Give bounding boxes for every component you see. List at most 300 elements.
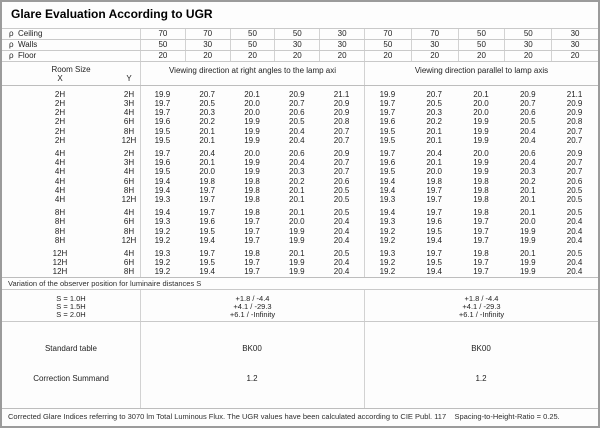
ugr-value-left: 19.4	[199, 267, 215, 277]
room-size-x: 8H	[54, 235, 66, 245]
ugr-value-left: 19.7	[199, 185, 215, 195]
ugr-value-right: 20.2	[426, 117, 442, 127]
room-size-x: 12H	[52, 267, 68, 277]
ugr-table-row	[2, 249, 598, 258]
footer-note: Corrected Glare Indices referring to 3070 lm Total Luminous Flux. The UGR values have been calculated according to CIE Publ. 117 Spacing-to-Height-Ratio = 0.25.	[8, 412, 560, 421]
s-value: +4.1 / -29.3	[462, 302, 501, 311]
column-divider	[364, 86, 365, 277]
reflectance-label: ρ Walls	[9, 40, 38, 49]
ugr-value-right: 20.6	[519, 108, 536, 118]
ugr-table-row	[2, 195, 598, 204]
room-size-y: 12H	[121, 135, 137, 145]
room-size-y: 6H	[123, 176, 135, 186]
ugr-value-right: 20.0	[473, 98, 489, 108]
ugr-value-right: 20.5	[519, 117, 536, 127]
reflectance-value: 50	[230, 29, 275, 39]
ugr-table-row	[2, 158, 598, 167]
variation-section-label: Variation of the observer position for luminaire distances S	[2, 277, 598, 290]
ugr-value-left: 19.2	[154, 235, 171, 245]
left-table-title: Viewing direction at right angles to the lamp axi	[140, 62, 364, 85]
ugr-value-left: 20.5	[333, 195, 350, 205]
ugr-table-row	[2, 136, 598, 145]
ugr-value-left: 19.2	[154, 226, 171, 236]
ugr-value-right: 20.5	[426, 98, 442, 108]
ugr-value-left: 20.5	[199, 98, 215, 108]
ugr-value-right: 20.4	[519, 158, 536, 168]
room-size-x: 12H	[52, 258, 68, 268]
ugr-value-right: 19.9	[473, 135, 489, 145]
ugr-value-right: 19.5	[379, 167, 396, 177]
ugr-value-left: 19.5	[199, 258, 215, 268]
ugr-value-left: 19.9	[289, 267, 305, 277]
ugr-value-right: 19.9	[519, 226, 536, 236]
ugr-value-right: 19.5	[379, 135, 396, 145]
s-value: +6.1 / -Infinity	[458, 310, 505, 319]
ugr-value-left: 19.8	[244, 185, 260, 195]
ugr-value-left: 19.3	[154, 195, 171, 205]
ugr-value-right: 19.4	[379, 176, 396, 186]
ugr-value-left: 20.6	[289, 148, 305, 158]
reflectance-value: 50	[140, 40, 185, 50]
xy-header	[2, 74, 140, 84]
room-size-x: 2H	[54, 126, 66, 136]
ugr-value-left: 20.7	[333, 135, 350, 145]
ugr-value-right: 19.9	[519, 258, 536, 268]
ugr-table-row	[2, 217, 598, 226]
room-size-x: 2H	[54, 117, 66, 127]
ugr-value-right: 20.6	[519, 148, 536, 158]
room-size-x: 2H	[54, 98, 66, 108]
room-size-y: 6H	[123, 117, 135, 127]
ugr-value-right: 20.2	[519, 176, 536, 186]
ugr-value-right: 19.9	[379, 89, 396, 99]
reflectance-value: 50	[458, 29, 505, 39]
ugr-table-row	[2, 127, 598, 136]
reflectance-value: 50	[230, 40, 275, 50]
ugr-value-right: 20.5	[566, 195, 583, 205]
ugr-table-row	[2, 167, 598, 176]
ugr-value-right: 19.8	[473, 185, 489, 195]
ugr-value-right: 19.2	[379, 267, 396, 277]
ugr-value-left: 19.7	[154, 98, 171, 108]
ugr-value-left: 19.6	[154, 117, 171, 127]
ugr-value-right: 20.1	[426, 158, 442, 168]
reflectance-value: 50	[458, 40, 505, 50]
ugr-value-right: 19.8	[473, 176, 489, 186]
ugr-value-right: 19.9	[473, 126, 489, 136]
ugr-value-right: 20.7	[426, 89, 442, 99]
ugr-value-left: 20.0	[289, 217, 305, 227]
reflectance-value: 20	[411, 51, 458, 61]
ugr-value-right: 19.5	[379, 126, 396, 136]
ugr-value-right: 20.5	[566, 248, 583, 258]
room-size-x: 4H	[54, 148, 66, 158]
room-size-x: 8H	[54, 217, 66, 227]
reflectance-value: 20	[274, 51, 319, 61]
ugr-value-left: 20.9	[333, 148, 350, 158]
ugr-value-left: 20.3	[199, 108, 215, 118]
ugr-value-right: 20.9	[566, 148, 583, 158]
reflectance-value: 20	[319, 51, 364, 61]
reflectance-value: 30	[274, 40, 319, 50]
ugr-value-right: 20.4	[519, 135, 536, 145]
ugr-value-right: 19.9	[473, 167, 489, 177]
ugr-value-right: 19.6	[426, 217, 442, 227]
ugr-value-left: 20.4	[333, 235, 350, 245]
ugr-value-left: 20.6	[289, 108, 305, 118]
ugr-value-left: 20.4	[333, 267, 350, 277]
ugr-value-left: 19.5	[154, 135, 171, 145]
ugr-table-row	[2, 90, 598, 99]
ugr-value-right: 20.7	[566, 126, 583, 136]
room-size-x: 4H	[54, 185, 66, 195]
room-size-x: 12H	[52, 248, 68, 258]
room-size-label: Room Size	[51, 65, 91, 74]
reflectance-value: 20	[458, 51, 505, 61]
ugr-value-left: 20.3	[289, 167, 305, 177]
ugr-value-right: 19.6	[379, 117, 396, 127]
ugr-value-right: 20.7	[566, 167, 583, 177]
ugr-value-left: 20.7	[333, 167, 350, 177]
s-value: +4.1 / -29.3	[233, 302, 272, 311]
ugr-value-right: 19.4	[426, 235, 442, 245]
room-size-y: 8H	[123, 226, 135, 236]
ugr-value-left: 20.9	[333, 108, 350, 118]
s-values-left	[140, 290, 364, 321]
ugr-value-right: 20.0	[426, 167, 442, 177]
room-size-y: 8H	[123, 185, 135, 195]
ugr-value-right: 19.9	[473, 117, 489, 127]
ugr-value-left: 19.7	[244, 235, 260, 245]
ugr-value-right: 19.7	[379, 108, 396, 118]
column-divider	[140, 86, 141, 277]
reflectance-value: 50	[504, 29, 551, 39]
room-size-y: 4H	[123, 248, 135, 258]
s-label: S = 1.5H	[56, 302, 86, 311]
ugr-value-left: 20.0	[244, 108, 260, 118]
ugr-value-right: 20.7	[519, 98, 536, 108]
ugr-value-left: 19.5	[154, 167, 171, 177]
ugr-value-left: 19.9	[244, 158, 260, 168]
ugr-table-row	[2, 177, 598, 186]
ugr-value-right: 20.3	[519, 167, 536, 177]
room-size-y: 6H	[123, 217, 135, 227]
reflectance-label: ρ Floor	[9, 51, 37, 60]
ugr-value-left: 19.7	[199, 195, 215, 205]
ugr-table-row	[2, 186, 598, 195]
ugr-value-left: 20.1	[289, 185, 305, 195]
ugr-value-left: 20.1	[289, 248, 305, 258]
ugr-value-right: 19.7	[379, 148, 396, 158]
ugr-table-row	[2, 208, 598, 217]
reflectance-value: 50	[364, 40, 411, 50]
reflectance-value: 30	[319, 29, 364, 39]
room-size-y: 6H	[123, 258, 135, 268]
room-size-x: 2H	[54, 108, 66, 118]
ugr-value-right: 19.7	[426, 248, 442, 258]
ugr-value-right: 20.7	[566, 158, 583, 168]
reflectance-value: 20	[364, 51, 411, 61]
reflectance-value: 30	[319, 40, 364, 50]
room-size-x: 8H	[54, 208, 66, 218]
ugr-value-right: 19.2	[379, 226, 396, 236]
standard-table-value-left: BK00	[242, 344, 262, 353]
ugr-value-left: 19.6	[199, 217, 215, 227]
reflectance-value: 20	[551, 51, 598, 61]
ugr-value-right: 19.7	[379, 98, 396, 108]
ugr-value-right: 20.0	[473, 148, 489, 158]
ugr-value-right: 19.7	[426, 185, 442, 195]
page-title: Glare Evaluation According to UGR	[11, 7, 213, 21]
ugr-value-right: 19.3	[379, 195, 396, 205]
s-label: S = 2.0H	[56, 310, 86, 319]
room-size-y: 12H	[121, 195, 137, 205]
ugr-value-right: 19.7	[473, 235, 489, 245]
ugr-value-left: 19.8	[244, 208, 260, 218]
room-size-y: 8H	[123, 267, 135, 277]
ugr-value-left: 19.2	[154, 267, 171, 277]
ugr-data-table	[2, 86, 598, 277]
standard-correction-section	[2, 322, 598, 409]
ugr-value-left: 20.7	[289, 98, 305, 108]
ugr-value-right: 20.4	[519, 126, 536, 136]
ugr-value-left: 20.4	[333, 258, 350, 268]
ugr-value-right: 19.4	[426, 267, 442, 277]
reflectance-value: 30	[185, 40, 230, 50]
ugr-value-left: 20.1	[199, 126, 215, 136]
ugr-value-left: 21.1	[333, 89, 350, 99]
ugr-value-right: 20.1	[519, 185, 536, 195]
room-size-y: 8H	[123, 126, 135, 136]
ugr-value-left: 20.5	[333, 208, 350, 218]
ugr-value-left: 20.0	[244, 148, 260, 158]
ugr-value-left: 19.7	[244, 217, 260, 227]
ugr-value-left: 19.9	[289, 235, 305, 245]
ugr-value-left: 20.4	[289, 135, 305, 145]
reflectance-value: 30	[504, 40, 551, 50]
ugr-value-right: 19.7	[473, 258, 489, 268]
ugr-value-right: 19.9	[473, 158, 489, 168]
ugr-value-left: 19.5	[154, 126, 171, 136]
ugr-value-left: 20.7	[333, 126, 350, 136]
ugr-value-left: 20.0	[244, 98, 260, 108]
ugr-value-left: 19.8	[199, 176, 215, 186]
room-size-x: 4H	[54, 195, 66, 205]
reflectance-table	[2, 28, 598, 62]
ugr-value-right: 19.7	[473, 226, 489, 236]
ugr-value-right: 19.4	[379, 208, 396, 218]
standard-table-label: Standard table	[44, 344, 98, 353]
ugr-value-right: 20.8	[566, 117, 583, 127]
room-size-x: 2H	[54, 135, 66, 145]
ugr-value-right: 20.9	[566, 108, 583, 118]
ugr-value-left: 19.9	[244, 135, 260, 145]
correction-summand-label: Correction Summand	[33, 374, 109, 383]
ugr-value-right: 19.2	[379, 258, 396, 268]
reflectance-value: 50	[274, 29, 319, 39]
ugr-table-row	[2, 236, 598, 245]
correction-summand-value-left: 1.2	[246, 374, 258, 383]
ugr-value-left: 20.1	[244, 89, 260, 99]
ugr-value-left: 20.5	[333, 185, 350, 195]
ugr-table-row	[2, 227, 598, 236]
ugr-value-right: 19.7	[473, 217, 489, 227]
ugr-value-right: 20.1	[519, 195, 536, 205]
ugr-row-group	[2, 249, 598, 277]
room-size-y: 3H	[123, 158, 135, 168]
standard-table-value-right: BK00	[471, 344, 491, 353]
room-size-y: 2H	[123, 89, 135, 99]
ugr-value-right: 20.4	[566, 235, 583, 245]
ugr-value-right: 20.9	[566, 98, 583, 108]
correction-summand-row	[2, 374, 598, 383]
ugr-value-left: 19.9	[244, 167, 260, 177]
ugr-value-left: 20.8	[333, 117, 350, 127]
room-size-y: 12H	[121, 235, 137, 245]
ugr-value-left: 20.4	[289, 158, 305, 168]
ugr-value-left: 19.4	[154, 176, 171, 186]
ugr-value-left: 19.5	[199, 226, 215, 236]
room-size-y: 4H	[123, 208, 135, 218]
ugr-value-left: 19.9	[289, 226, 305, 236]
ugr-value-left: 19.8	[244, 176, 260, 186]
room-size-x: 4H	[54, 158, 66, 168]
ugr-value-right: 20.4	[426, 148, 442, 158]
ugr-value-right: 21.1	[566, 89, 583, 99]
ugr-value-left: 20.2	[199, 117, 215, 127]
ugr-value-left: 20.4	[333, 217, 350, 227]
ugr-table-row	[2, 258, 598, 267]
reflectance-value: 70	[185, 29, 230, 39]
ugr-value-left: 20.5	[333, 248, 350, 258]
x-column-header: X	[57, 74, 63, 83]
ugr-value-left: 19.3	[154, 248, 171, 258]
s-value: +1.8 / -4.4	[235, 294, 270, 303]
ugr-row-group	[2, 208, 598, 245]
ugr-value-left: 19.9	[244, 117, 260, 127]
reflectance-value: 20	[230, 51, 275, 61]
room-size-x: 4H	[54, 176, 66, 186]
room-size-y: 4H	[123, 167, 135, 177]
ugr-table-row	[2, 108, 598, 117]
reflectance-value: 20	[140, 51, 185, 61]
reflectance-value: 30	[551, 40, 598, 50]
ugr-value-left: 19.7	[244, 258, 260, 268]
ugr-value-left: 20.2	[289, 176, 305, 186]
reflectance-value: 20	[504, 51, 551, 61]
ugr-value-left: 20.1	[199, 158, 215, 168]
ugr-value-left: 20.4	[333, 226, 350, 236]
ugr-value-left: 20.6	[333, 176, 350, 186]
ugr-value-left: 19.9	[289, 258, 305, 268]
ugr-value-left: 19.4	[154, 185, 171, 195]
ugr-value-right: 20.5	[566, 185, 583, 195]
ugr-table-row	[2, 149, 598, 158]
ugr-value-left: 19.7	[199, 248, 215, 258]
ugr-value-right: 20.9	[519, 89, 536, 99]
standard-table-row	[2, 344, 598, 353]
ugr-table-row	[2, 99, 598, 108]
ugr-value-right: 19.7	[426, 195, 442, 205]
y-column-header: Y	[126, 74, 132, 83]
ugr-value-left: 20.9	[333, 98, 350, 108]
ugr-value-left: 19.6	[154, 158, 171, 168]
reflectance-value: 70	[411, 29, 458, 39]
ugr-value-right: 20.1	[519, 208, 536, 218]
observer-variation-section	[2, 290, 598, 322]
reflectance-row	[2, 51, 598, 62]
correction-summand-value-right: 1.2	[475, 374, 487, 383]
ugr-value-right: 19.8	[426, 176, 442, 186]
ugr-value-right: 19.5	[426, 258, 442, 268]
ugr-value-right: 19.8	[473, 208, 489, 218]
ugr-value-right: 20.4	[566, 267, 583, 277]
ugr-value-left: 20.5	[289, 117, 305, 127]
ugr-value-right: 20.0	[519, 217, 536, 227]
ugr-value-right: 20.1	[426, 126, 442, 136]
ugr-row-group	[2, 90, 598, 146]
room-size-header	[2, 62, 140, 85]
ugr-value-left: 19.4	[199, 235, 215, 245]
ugr-value-left: 19.7	[154, 108, 171, 118]
room-size-y: 2H	[123, 148, 135, 158]
ugr-value-left: 19.8	[244, 248, 260, 258]
ugr-value-left: 20.1	[199, 135, 215, 145]
ugr-value-left: 20.1	[289, 195, 305, 205]
s-label: S = 1.0H	[56, 294, 86, 303]
ugr-table-row	[2, 117, 598, 126]
ugr-value-left: 19.8	[244, 195, 260, 205]
reflectance-value: 70	[364, 29, 411, 39]
ugr-value-right: 19.3	[379, 217, 396, 227]
ugr-value-right: 20.6	[566, 176, 583, 186]
reflectance-row	[2, 40, 598, 51]
ugr-value-left: 19.7	[244, 226, 260, 236]
ugr-row-group	[2, 149, 598, 205]
ugr-value-left: 19.7	[154, 148, 171, 158]
ugr-value-right: 20.1	[519, 248, 536, 258]
ugr-value-left: 20.4	[289, 126, 305, 136]
ugr-value-right: 20.4	[566, 258, 583, 268]
ugr-value-right: 20.4	[566, 226, 583, 236]
ugr-value-right: 19.9	[519, 267, 536, 277]
reflectance-row	[2, 29, 598, 40]
ugr-value-left: 19.2	[154, 258, 171, 268]
ugr-value-left: 19.3	[154, 217, 171, 227]
reflectance-value: 70	[140, 29, 185, 39]
table-header-row	[2, 62, 598, 86]
s-distance-labels	[2, 290, 140, 321]
column-divider	[364, 322, 365, 408]
s-values-right	[364, 290, 598, 321]
room-size-y: 3H	[123, 98, 135, 108]
ugr-value-left: 20.4	[199, 148, 215, 158]
ugr-value-right: 20.7	[566, 135, 583, 145]
ugr-value-left: 20.7	[333, 158, 350, 168]
reflectance-value: 30	[551, 29, 598, 39]
ugr-value-left: 19.9	[244, 126, 260, 136]
column-divider	[140, 322, 141, 408]
ugr-value-left: 19.9	[154, 89, 171, 99]
ugr-table-row	[2, 267, 598, 276]
ugr-value-left: 19.7	[244, 267, 260, 277]
ugr-value-left: 20.9	[289, 89, 305, 99]
ugr-value-right: 19.2	[379, 235, 396, 245]
right-table-title: Viewing direction parallel to lamp axis	[364, 62, 598, 85]
ugr-value-right: 19.7	[473, 267, 489, 277]
ugr-value-left: 20.0	[199, 167, 215, 177]
room-size-x: 8H	[54, 226, 66, 236]
